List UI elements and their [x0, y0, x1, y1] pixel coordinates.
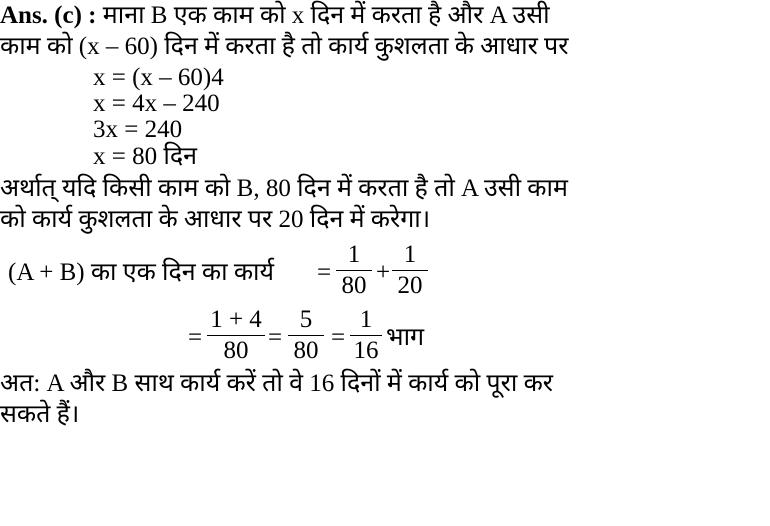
fraction-5-80: 5 80: [288, 307, 324, 364]
intro-line-2: काम को (x – 60) दिन में करता है तो कार्य कुशलता के आधार पर: [0, 33, 569, 60]
equation-4: x = 80 दिन: [93, 143, 197, 170]
equals-sign: =: [268, 324, 283, 351]
explanation-line-1: अर्थात् यदि किसी काम को B, 80 दिन में करता है तो A उसी काम: [0, 175, 568, 202]
intro-text-1: माना B एक काम को x दिन में करता है और A उसी: [102, 2, 550, 29]
fraction-1-80: 1 80: [336, 242, 372, 299]
intro-line-1: [0, 2, 550, 30]
plus-sign: +: [376, 259, 391, 286]
equation-1: x = (x – 60)4: [93, 64, 224, 91]
fraction-bar: [392, 270, 428, 271]
fraction-bar: [288, 335, 324, 336]
part-word: भाग: [386, 324, 425, 351]
fraction-bar: [207, 335, 265, 336]
fraction-bar: [336, 270, 372, 271]
equation-2: x = 4x – 240: [93, 90, 220, 117]
fraction-1-20: 1 20: [392, 242, 428, 299]
fraction-sum: 1 + 4 80: [207, 307, 265, 364]
conclusion-line-2: सकते हैं।: [0, 401, 80, 428]
equation-3: 3x = 240: [93, 116, 183, 143]
answer-prefix: Ans. (c) :: [0, 2, 97, 29]
equals-sign: =: [317, 259, 332, 286]
one-day-work-label: (A + B) का एक दिन का कार्य: [8, 259, 275, 286]
explanation-line-2: को कार्य कुशलता के आधार पर 20 दिन में करेगा।: [0, 206, 431, 233]
fraction-1-16: 1 16: [350, 307, 382, 364]
equals-sign: =: [188, 324, 203, 351]
equals-sign: =: [331, 324, 346, 351]
conclusion-line-1: अत: A और B साथ कार्य करें तो वे 16 दिनों में कार्य को पूरा कर: [0, 370, 553, 397]
fraction-bar: [350, 335, 382, 336]
